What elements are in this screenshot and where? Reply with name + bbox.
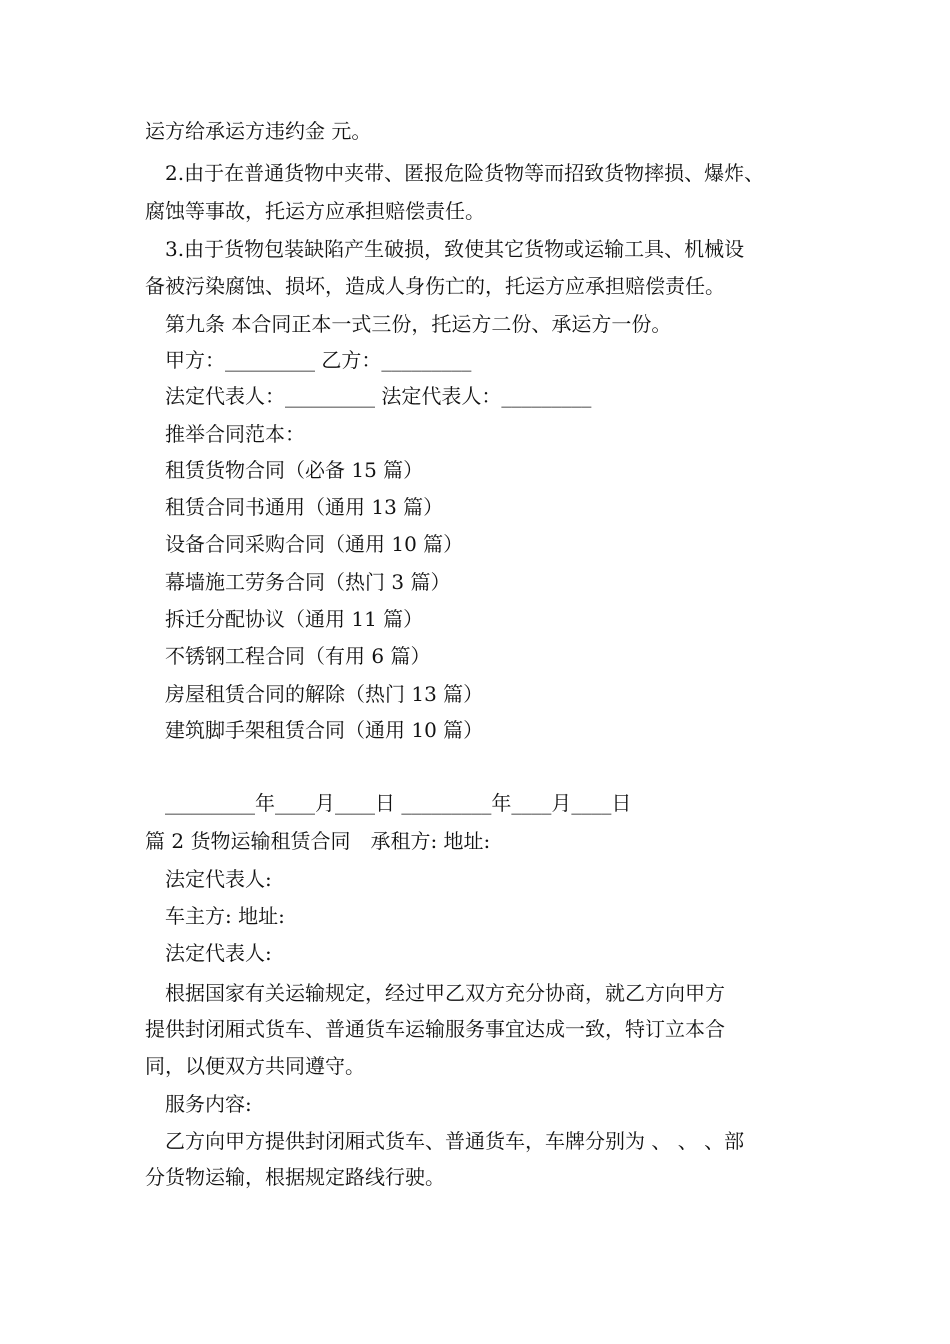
text-line: 同，以便双方共同遵守。 <box>145 1054 365 1078</box>
text-line: 3.由于货物包装缺陷产生破损，致使其它货物或运输工具、机械设 <box>165 237 745 261</box>
recommendation-item: 设备合同采购合同（通用 10 篇） <box>165 532 464 556</box>
text-line: 根据国家有关运输规定，经过甲乙双方充分协商，就乙方向甲方 <box>165 981 725 1005</box>
recommendation-item: 租赁合同书通用（通用 13 篇） <box>165 495 444 519</box>
signature-party-line: 甲方：_________ 乙方：_________ <box>165 348 472 372</box>
text-line: 法定代表人: <box>165 941 272 965</box>
text-line: 备被污染腐蚀、损坏，造成人身伤亡的，托运方应承担赔偿责任。 <box>145 274 725 298</box>
recommendation-item: 租赁货物合同（必备 15 篇） <box>165 458 424 482</box>
text-line: 腐蚀等事故，托运方应承担赔偿责任。 <box>145 199 485 223</box>
text-line: 运方给承运方违约金 元。 <box>145 119 372 143</box>
signature-representative-line: 法定代表人：_________ 法定代表人：_________ <box>165 384 592 408</box>
date-line: _________年____月____日 _________年____月____日 <box>165 791 632 815</box>
text-line: 服务内容: <box>165 1092 252 1116</box>
recommendation-item: 幕墙施工劳务合同（热门 3 篇） <box>165 570 451 594</box>
text-line: 提供封闭厢式货车、普通货车运输服务事宜达成一致，特订立本合 <box>145 1017 725 1041</box>
recommendation-item: 拆迁分配协议（通用 11 篇） <box>165 607 424 631</box>
text-line: 第九条 本合同正本一式三份，托运方二份、承运方一份。 <box>165 312 672 336</box>
text-line: 车主方: 地址: <box>165 904 285 928</box>
recommendation-item: 不锈钢工程合同（有用 6 篇） <box>165 644 431 668</box>
section-heading: 篇 2 货物运输租赁合同 承租方: 地址: <box>145 829 491 853</box>
recommendation-heading: 推举合同范本： <box>165 422 305 446</box>
text-line: 乙方向甲方提供封闭厢式货车、普通货车，车牌分别为 、 、 、部 <box>165 1129 745 1153</box>
recommendation-item: 房屋租赁合同的解除（热门 13 篇） <box>165 682 484 706</box>
recommendation-item: 建筑脚手架租赁合同（通用 10 篇） <box>165 718 484 742</box>
text-line: 分货物运输，根据规定路线行驶。 <box>145 1165 445 1189</box>
text-line: 法定代表人: <box>165 867 272 891</box>
text-line: 2.由于在普通货物中夹带、匿报危险货物等而招致货物摔损、爆炸、 <box>165 161 765 185</box>
